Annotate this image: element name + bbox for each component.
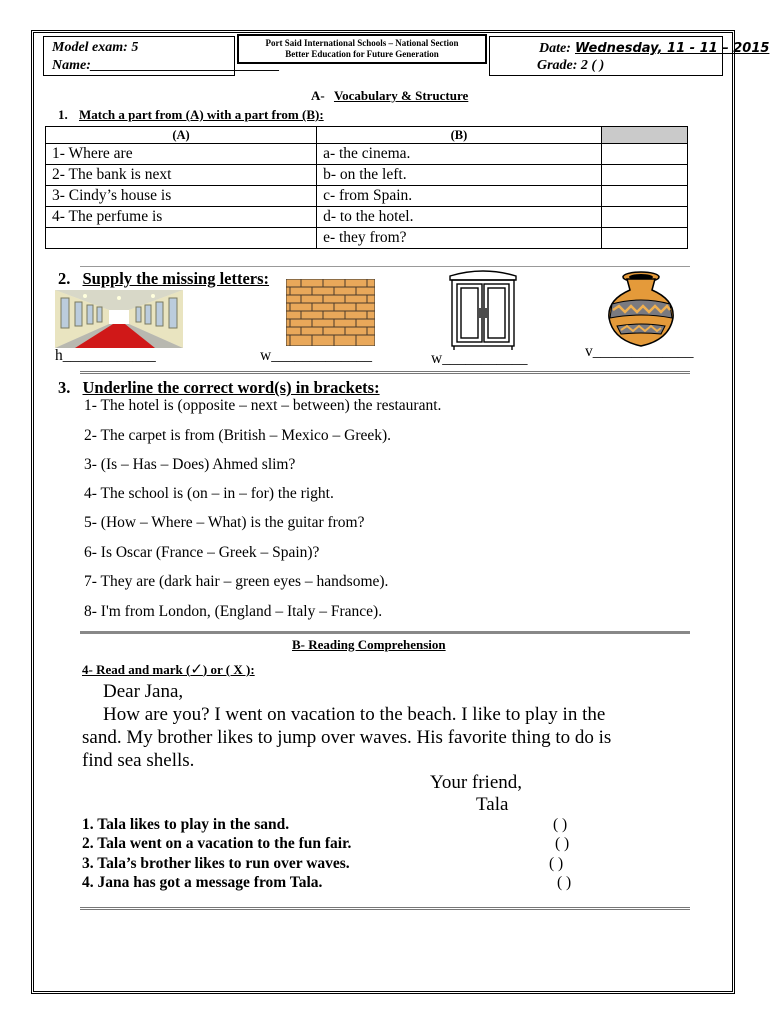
grade-label: Grade: 2 ( ) — [537, 58, 605, 73]
blank-hallway[interactable]: h____________ — [55, 347, 156, 364]
col-a-header: (A) — [46, 127, 317, 144]
hallway-image — [55, 290, 183, 348]
blank-vase[interactable]: v_____________ — [585, 343, 694, 360]
table-row — [46, 207, 688, 228]
q4-prefix: 4- Read and mark ( — [82, 662, 191, 677]
answer-paren[interactable]: ( ) — [557, 874, 572, 891]
letter-greeting: Dear Jana, — [103, 681, 184, 702]
answer-paren[interactable]: ( ) — [555, 835, 570, 852]
divider — [80, 631, 690, 634]
cell-a: 2- The bank is next — [46, 165, 317, 186]
q3-item: 1- The hotel is (opposite – next – between) the restaurant. — [84, 397, 442, 414]
section-a-title: Vocabulary & Structure — [333, 88, 469, 103]
table-row — [46, 144, 688, 165]
cell-a: 4- The perfume is — [46, 207, 317, 228]
vase-image — [603, 270, 680, 348]
q4-heading — [82, 660, 255, 678]
divider — [80, 371, 690, 374]
matching-table — [45, 126, 688, 249]
answer-cell[interactable] — [601, 144, 687, 165]
section-b-title: B- Reading Comprehension — [292, 637, 446, 652]
q3-title: Underline the correct word(s) in brackets: — [82, 378, 380, 397]
cell-b: c- from Spain. — [317, 186, 602, 207]
q4-suffix: ) or ( X ): — [202, 662, 255, 677]
school-motto: Better Education for Future Generation — [285, 49, 439, 59]
letter-line: find sea shells. — [82, 750, 195, 771]
table-row — [46, 186, 688, 207]
section-a-heading — [311, 88, 468, 104]
q3-heading — [58, 378, 380, 398]
letter-signature: Tala — [476, 794, 509, 815]
table-row — [46, 165, 688, 186]
answer-cell[interactable] — [601, 165, 687, 186]
q3-item: 4- The school is (on – in – for) the right. — [84, 485, 334, 502]
statement: 3. Tala’s brother likes to run over waves. — [82, 855, 350, 872]
q2-heading — [58, 269, 269, 289]
q1-heading — [58, 107, 324, 123]
name-field: Name:___________________________ — [52, 58, 280, 73]
model-exam-label: Model exam: 5 — [52, 40, 139, 55]
date-label: Date: — [539, 41, 571, 56]
cell-b: d- to the hotel. — [317, 207, 602, 228]
q2-number: 2. — [58, 269, 71, 288]
q3-item: 6- Is Oscar (France – Greek – Spain)? — [84, 544, 320, 561]
answer-paren[interactable]: ( ) — [549, 855, 564, 872]
q3-item: 3- (Is – Has – Does) Ahmed slim? — [84, 456, 296, 473]
answer-cell[interactable] — [601, 207, 687, 228]
section-a-prefix: A- — [311, 88, 325, 103]
q3-item: 8- I'm from London, (England – Italy – France). — [84, 603, 383, 620]
q1-title: Match a part from (A) with a part from (B): — [79, 107, 324, 122]
cell-a — [46, 228, 317, 249]
wardrobe-image — [444, 266, 522, 350]
statement: 1. Tala likes to play in the sand. — [82, 816, 290, 833]
table-header-row — [46, 127, 688, 144]
blank-wall[interactable]: w_____________ — [260, 347, 372, 364]
answer-header-cell — [601, 127, 687, 144]
divider — [80, 907, 690, 910]
date-value: Wednesday, 11 - 11 – 2015 — [575, 41, 770, 56]
letter-line: sand. My brother likes to jump over waves. His favorite thing to do is — [82, 727, 612, 748]
cell-b: a- the cinema. — [317, 144, 602, 165]
brick-wall-image — [286, 279, 375, 346]
table-row — [46, 228, 688, 249]
col-b-header: (B) — [317, 127, 602, 144]
cell-a: 1- Where are — [46, 144, 317, 165]
letter-line: How are you? I went on vacation to the beach. I like to play in the — [103, 704, 606, 725]
cell-a: 3- Cindy’s house is — [46, 186, 317, 207]
q2-title: Supply the missing letters: — [82, 269, 270, 288]
q3-item: 5- (How – Where – What) is the guitar from? — [84, 514, 365, 531]
q3-item: 7- They are (dark hair – green eyes – handsome). — [84, 573, 389, 590]
divider — [80, 266, 690, 267]
check-icon: ✓ — [190, 660, 203, 678]
answer-paren[interactable]: ( ) — [553, 816, 568, 833]
answer-cell[interactable] — [601, 228, 687, 249]
q3-item: 2- The carpet is from (British – Mexico – Greek). — [84, 427, 392, 444]
q1-number: 1. — [58, 107, 68, 122]
q3-number: 3. — [58, 378, 71, 397]
school-name: Port Said International Schools – National Section — [265, 38, 459, 48]
letter-closing: Your friend, — [430, 772, 523, 793]
answer-cell[interactable] — [601, 186, 687, 207]
cell-b: b- on the left. — [317, 165, 602, 186]
blank-wardrobe[interactable]: w___________ — [431, 350, 528, 367]
statement: 2. Tala went on a vacation to the fun fair. — [82, 835, 352, 852]
statement: 4. Jana has got a message from Tala. — [82, 874, 323, 891]
cell-b: e- they from? — [317, 228, 602, 249]
